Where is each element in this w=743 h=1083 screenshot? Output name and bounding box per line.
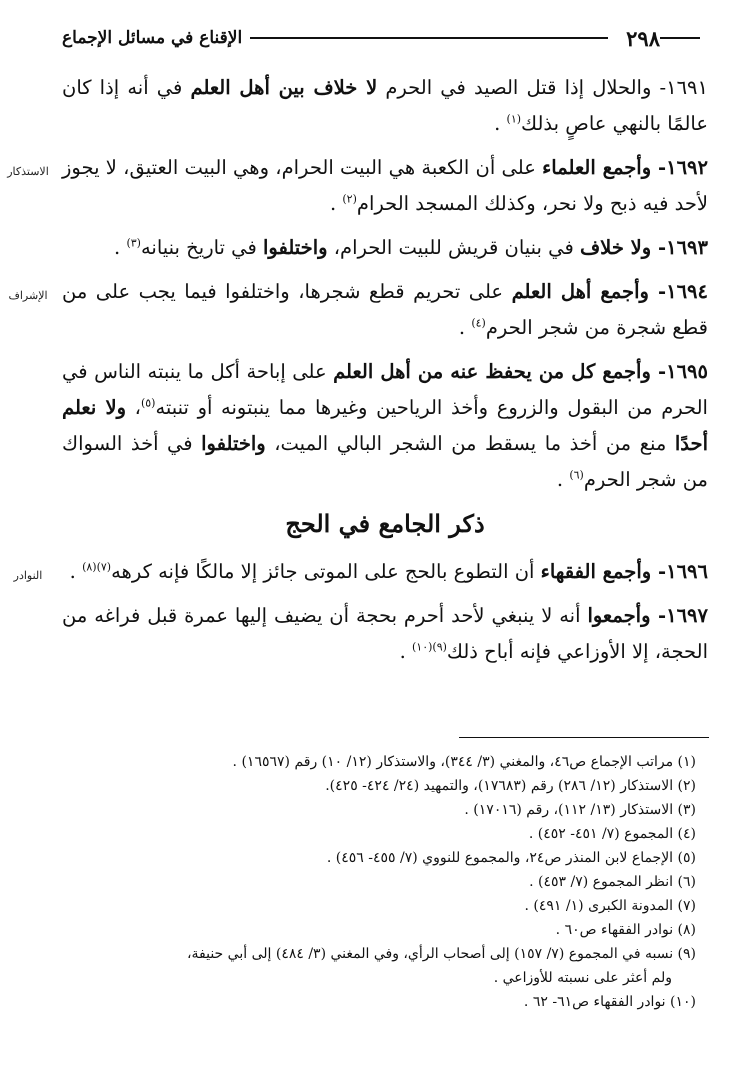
consensus-phrase: لا خلاف بين أهل العلم [190,76,378,99]
consensus-phrase: وأجمع كل من يحفظ عنه من أهل العلم [333,360,651,383]
footnote-ref[interactable]: (٧)(٨) [82,560,112,574]
margin-note: الاستذكار [7,165,49,178]
footnote: (٩) نسبه في المجموع (٧/ ١٥٧) إلى أصحاب الرأي، وفي المغني (٣/ ٤٨٤) إلى أبي حنيفة، [187,946,696,962]
consensus-phrase: وأجمعوا [587,604,651,627]
main-text [7,70,709,678]
paragraph-1695: ١٦٩٥- وأجمع كل من يحفظ عنه من أهل العلم على إباحة أكل ما ينبته الناس في الحرم من البقول والزروع وأخذ الرياحين وغيرها مما ينبتونه أو تنبته$^{(٥)}$، ولا نعلم أحدًا منع من أخذ ما يسقط من الشجر البالي الميت، واختلفوا في أخذ السواك من شجر الحرم$^{(٦)}$ . [62,360,708,491]
footnote-ref[interactable]: (٤) [471,316,486,330]
footnote: (٧) المدونة الكبرى (١/ ٤٩١) . [524,898,696,914]
footnote-ref[interactable]: (١) [506,112,522,126]
header-rule [250,37,608,39]
consensus-phrase: ولا نعلم أحدًا [62,396,708,455]
footnote-ref[interactable]: (٢) [342,192,357,206]
paragraph-1696: النوادر ١٦٩٦- وأجمع الفقهاء أن التطوع بالحج على الموتى جائز إلا مالكًا فإنه كرهه$^{(٧)(٨)}$ . [62,554,708,590]
paragraph-1691: ١٦٩١- والحلال إذا قتل الصيد في الحرم لا خلاف بين أهل العلم في أنه إذا كان عالمًا بالنهي عاصٍ بذلك$^{(١)}$ . [62,76,709,135]
paragraph-1692: الاستذكار ١٦٩٢- وأجمع العلماء على أن الكعبة هي البيت الحرام، وهي البيت العتيق، لا يجوز لأحد فيه ذبح ولا نحر، وكذلك المسجد الحرام$^{(٢)}$ . [62,150,708,222]
footnote: (٨) نوادر الفقهاء ص٦٠ . [555,922,696,938]
running-title: الإقناع في مسائل الإجماع [62,28,243,48]
margin-note: النوادر [13,569,43,582]
footnote-ref[interactable]: (٩)(١٠) [411,640,447,654]
footnote: (١) مراتب الإجماع ص٤٦، والمغني (٣/ ٣٤٤)، والاستذكار (١٢/ ١٠) رقم (١٦٥٦٧) . [232,754,696,770]
consensus-phrase: ولا خلاف [579,236,652,259]
footnote-continuation: ولم أعثر على نسبته للأوزاعي . [493,970,672,986]
section-heading: ذكر الجامع في الحج [285,509,485,538]
margin-note: الإشراف [8,289,48,302]
footnote-ref[interactable]: (٥) [140,396,156,410]
footnote: (٢) الاستذكار (١٢/ ٢٨٦) رقم (١٧٦٨٣)، والتمهيد (٢٤/ ٤٢٤- ٤٢٥). [325,778,696,794]
footnote: (٥) الإجماع لابن المنذر ص٢٤، والمجموع للنووي (٧/ ٤٥٥- ٤٥٦) . [326,850,696,866]
footnote-ref[interactable]: (٦) [569,468,584,482]
footnote-divider [459,737,709,738]
footnote: (٦) انظر المجموع (٧/ ٤٥٣) . [529,874,696,890]
footnote: (٤) المجموع (٧/ ٤٥١- ٤٥٢) . [528,826,696,842]
page-number: ٢٩٨ [626,25,660,51]
disagreement-phrase: واختلفوا [201,432,266,455]
footnote-ref[interactable]: (٣) [126,236,141,250]
paragraph-1694: الإشراف ١٦٩٤- وأجمع أهل العلم على تحريم قطع شجرها، واختلفوا فيما يجب على من قطع شجرة من شجر الحرم$^{(٤)}$ . [62,274,708,346]
header-rule-short [660,37,700,39]
footnote: (١٠) نوادر الفقهاء ص٦١- ٦٢ . [523,994,696,1010]
disagreement-phrase: واختلفوا [262,236,328,259]
paragraph-1697: ١٦٩٧- وأجمعوا أنه لا ينبغي لأحد أحرم بحجة أن يضيف إليها عمرة قبل فراغه من الحجة، إلا الأوزاعي فإنه أباح ذلك$^{(٩)(١٠)}$ . [62,604,708,663]
consensus-phrase: وأجمع العلماء [542,156,652,179]
footnotes [62,750,708,1014]
footnote: (٣) الاستذكار (١٣/ ١١٢)، رقم (١٧٠١٦) . [464,802,696,818]
consensus-phrase: وأجمع أهل العلم [511,280,649,303]
consensus-phrase: وأجمع الفقهاء [540,560,652,583]
page-header [62,18,708,58]
paragraph-1693: ١٦٩٣- ولا خلاف في بنيان قريش للبيت الحرام، واختلفوا في تاريخ بنيانه$^{(٣)}$ . [114,236,708,259]
